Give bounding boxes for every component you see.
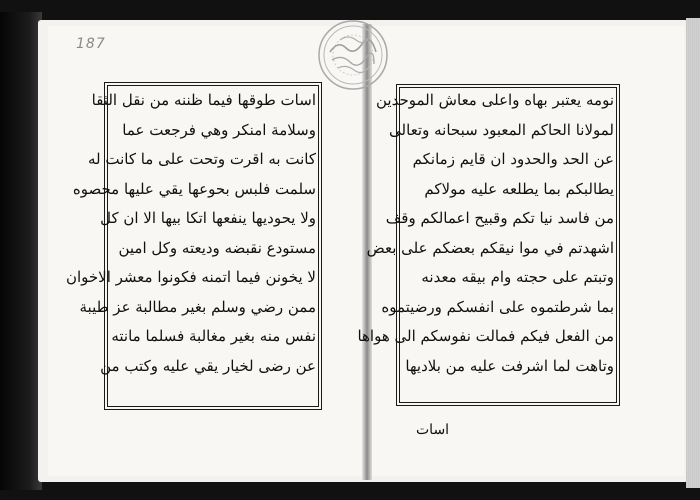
library-seal-stamp — [316, 18, 390, 92]
text-line: لمولانا الحاكم المعبود سبحانه وتعالى — [389, 120, 614, 139]
text-line: ممن رضي وسلم بغير مطالبة عز طيبة — [79, 297, 316, 316]
text-line: وتاهت لما اشرفت عليه من بلاديها — [405, 356, 614, 375]
text-line: من فاسد نيا تكم وقبيح اعمالكم وقف — [385, 209, 614, 227]
text-line: مستودع نقبضه وديعته وكل امين — [118, 238, 316, 257]
text-line: يطالبكم بما يطلعه عليه مولاكم — [424, 179, 614, 198]
right-page-text — [357, 86, 614, 381]
text-line: عن رضى لخيار يقي عليه وكتب من — [100, 356, 316, 375]
left-page-text — [65, 86, 316, 381]
text-line: اشهدتم في موا نيقكم بعضكم على بعض — [366, 238, 614, 257]
text-line: ولا يحوديها ينفعها اتكا بيها الا ان كل — [100, 209, 316, 227]
catchword: اسات — [416, 422, 450, 438]
text-line: سلمت فلبس بحوعها يقي عليها محصوه — [72, 179, 316, 198]
text-line: بما شرطتموه على انفسكم ورضيتموه — [381, 297, 614, 316]
text-line: من الفعل فيكم فمالت نفوسكم الى هواها — [357, 327, 614, 345]
book-cover-edge — [0, 12, 42, 490]
text-line: وتبتم على حجته وام بيقه معدنه — [421, 268, 614, 286]
text-line: عن الحد والحدود ان قايم زمانكم — [412, 150, 614, 168]
text-line: نومه يعتبر بهاه واعلى معاش الموحدين — [376, 91, 614, 109]
folio-number: 187 — [76, 36, 106, 52]
text-line: نفس منه بغير مغالبة فسلما مانته — [111, 327, 316, 345]
text-line: اسات طوقها فيما ظننه من نقل الثقا — [91, 91, 316, 109]
text-line: كانت به اقرت وتحت على ما كانت له — [87, 150, 316, 168]
text-line: وسلامة امنكر وهي فرجعت عما — [122, 120, 316, 139]
page-edges — [686, 18, 700, 488]
text-line: لا يخونن فيما اتمنه فكونوا معشر الاخوان — [65, 268, 316, 286]
